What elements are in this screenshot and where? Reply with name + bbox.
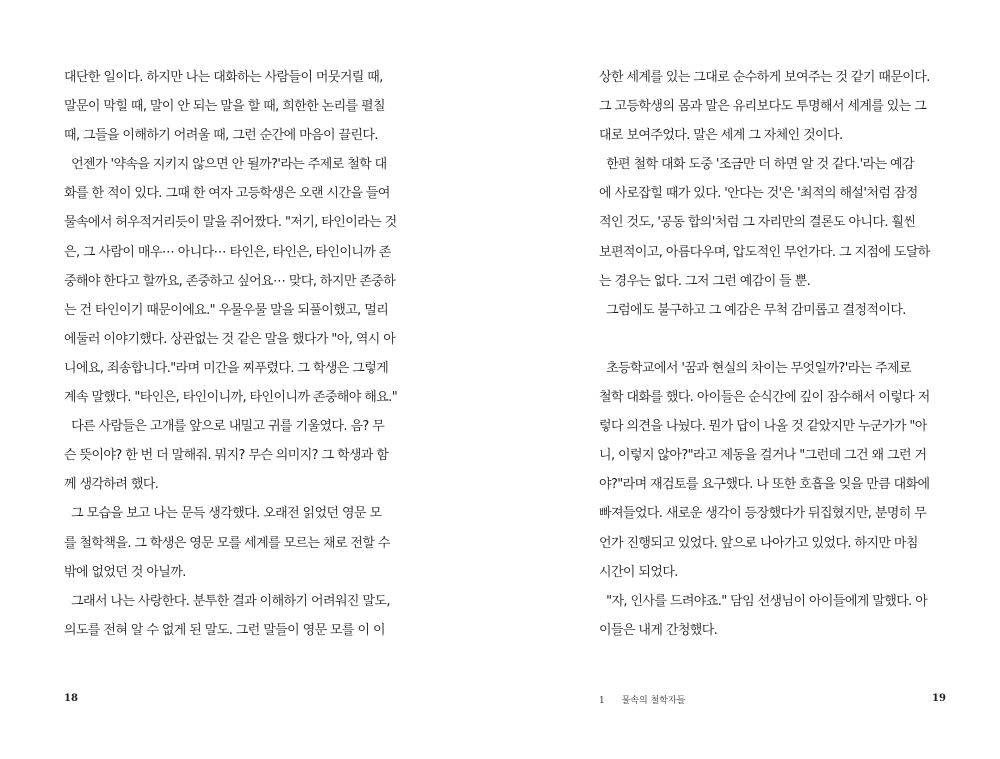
text-line: 는 경우는 없다. 그저 그런 예감이 들 뿐. xyxy=(599,273,811,289)
text-line: 이들은 내게 간청했다. xyxy=(599,622,718,638)
text-line: 그 모습을 보고 나는 문득 생각했다. 오래전 읽었던 영문 모 xyxy=(64,506,382,522)
text-line: 언가 진행되고 있었다. 앞으로 나아가고 있었다. 하지만 마침 xyxy=(599,535,918,551)
page-number-right: 19 xyxy=(932,693,946,704)
text-line: 때, 그들을 이해하기 어려울 때, 그런 순간에 마음이 끌린다. xyxy=(64,128,378,144)
text-line: 철학 대화를 했다. 아이들은 순식간에 깊이 잠수해서 이렇다 저 xyxy=(599,390,930,406)
text-line: 한편 철학 대화 도중 '조금만 더 하면 알 것 같다.'라는 예감 xyxy=(599,157,914,173)
text-line: 야?"라며 재검토를 요구했다. 나 또한 호흡을 잊을 만큼 대화에 xyxy=(599,477,930,493)
text-line: "자, 인사를 드려야죠." 담임 선생님이 아이들에게 말했다. 아 xyxy=(599,593,928,609)
text-line: 언젠가 '약속을 지키지 않으면 안 될까?'라는 주제로 철학 대 xyxy=(64,157,387,173)
text-line: 물속에서 허우적거리듯이 말을 쥐어짰다. "저기, 타인이라는 것 xyxy=(64,215,397,231)
text-line: 슨 뜻이야? 한 번 더 말해줘. 뭐지? 무슨 의미지? 그 학생과 함 xyxy=(64,448,389,464)
text-line: 은, 그 사람이 매우⋯ 아니다⋯ 타인은, 타인은, 타인이니까 존 xyxy=(64,244,391,260)
text-line: 적인 것도, '공동 합의'처럼 그 자리만의 결론도 아니다. 훨씬 xyxy=(599,215,916,231)
text-line: 의도를 전혀 알 수 없게 된 말도. 그런 말들이 영문 모를 이 이 xyxy=(64,622,385,638)
text-line: 밖에 없었던 것 아닐까. xyxy=(64,564,186,580)
text-line: 보편적이고, 아름다우며, 압도적인 무언가다. 그 지점에 도달하 xyxy=(599,244,930,260)
text-line: 렇다 의견을 나눴다. 뭔가 답이 나올 것 같았지만 누군가가 "아 xyxy=(599,419,927,435)
section-break xyxy=(599,325,941,354)
text-line: 그 고등학생의 몸과 말은 유리보다도 투명해서 세계를 있는 그 xyxy=(599,99,927,115)
right-body-text xyxy=(599,63,941,645)
text-line: 대로 보여주었다. 말은 세계 그 자체인 것이다. xyxy=(599,128,843,144)
page-number-left: 18 xyxy=(64,693,78,704)
text-line: 다른 사람들은 고개를 앞으로 내밀고 귀를 기울였다. 음? 무 xyxy=(64,419,385,435)
text-line: 초등학교에서 '꿈과 현실의 차이는 무엇일까?'라는 주제로 xyxy=(599,360,912,376)
text-line: 는 건 타인이기 때문이에요." 우물우물 말을 되풀이했고, 멀리 xyxy=(64,302,389,318)
running-head xyxy=(599,693,685,706)
chapter-title: 물속의 철학자들 xyxy=(621,696,686,706)
text-line: 대단한 일이다. 하지만 나는 대화하는 사람들이 머뭇거릴 때, xyxy=(64,70,383,85)
text-line: 말문이 막힐 때, 말이 안 되는 말을 할 때, 희한한 논리를 펼칠 xyxy=(64,99,385,115)
text-line: 화를 한 적이 있다. 그때 한 여자 고등학생은 오랜 시간을 들여 xyxy=(64,186,390,202)
text-line: 그럼에도 불구하고 그 예감은 무척 감미롭고 결정적이다. xyxy=(599,302,906,318)
text-line: 에 사로잡힐 때가 있다. '안다는 것'은 '최적의 해설'처럼 잠정 xyxy=(599,186,918,202)
left-body-text xyxy=(64,63,406,645)
text-line: 빠져들었다. 새로운 생각이 등장했다가 뒤집혔지만, 분명히 무 xyxy=(599,506,927,522)
text-line: 니에요, 죄송합니다."라며 미간을 찌푸렸다. 그 학생은 그렇게 xyxy=(64,360,389,376)
text-line: 시간이 되었다. xyxy=(599,564,678,580)
text-line: 에둘러 이야기했다. 상관없는 것 같은 말을 했다가 "아, 역시 아 xyxy=(64,331,396,347)
text-line: 그래서 나는 사랑한다. 분투한 결과 이해하기 어려워진 말도, xyxy=(64,593,390,609)
text-line: 니, 이렇지 않아?"라고 제동을 걸거나 "그런데 그건 왜 그런 거 xyxy=(599,448,927,464)
text-line: 계속 말했다. "타인은, 타인이니까, 타인이니까 존중해야 해요." xyxy=(64,390,398,406)
text-line: 께 생각하려 했다. xyxy=(64,477,159,493)
chapter-number: 1 xyxy=(599,696,605,706)
right-page xyxy=(500,0,1000,759)
text-line: 를 철학책을. 그 학생은 영문 모를 세계를 모르는 채로 전할 수 xyxy=(64,535,390,551)
text-line: 상한 세계를 있는 그대로 순수하게 보여주는 것 같기 때문이다. xyxy=(599,70,930,85)
text-line: 중해야 한다고 할까요, 존중하고 싶어요⋯ 맞다, 하지만 존중하 xyxy=(64,273,396,289)
